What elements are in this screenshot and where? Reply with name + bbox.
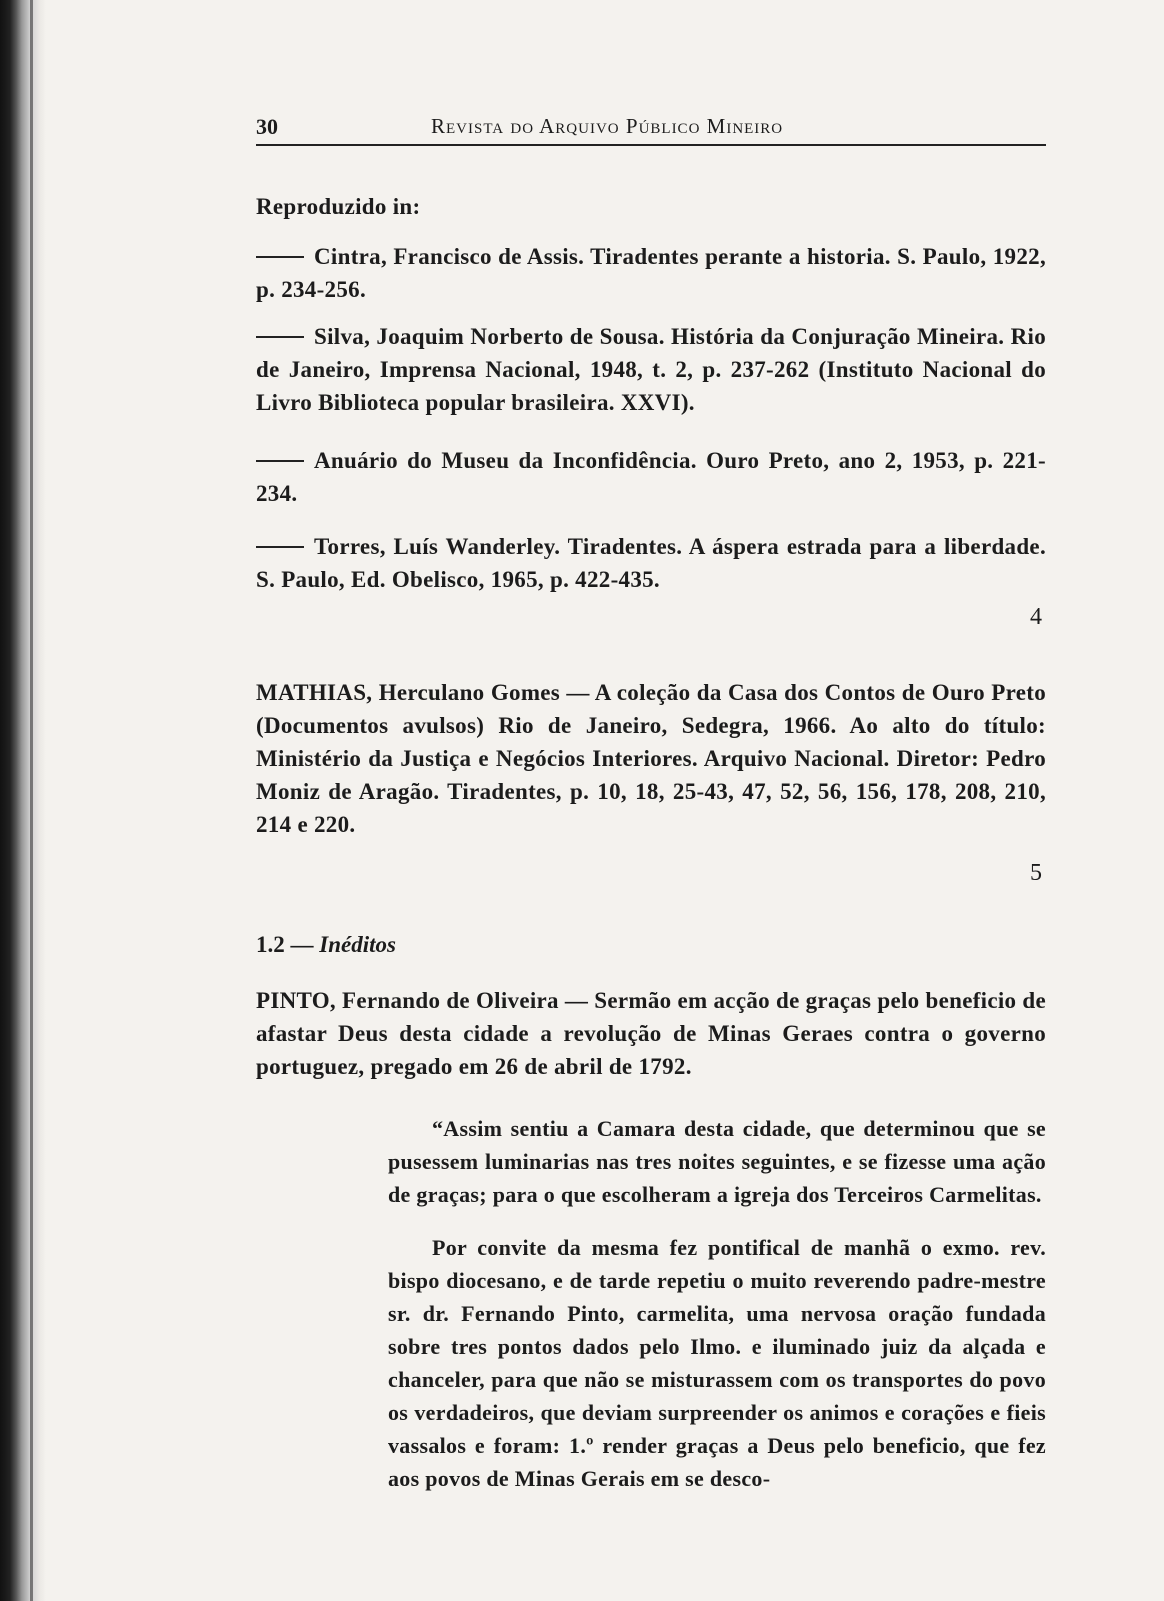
entry-text: MATHIAS, Herculano Gomes — A coleção da Casa dos Contos de Ouro Preto (Documentos avulsos) Rio de Janeiro, Sedegra, 1966. Ao alto do título: Ministério da Justiça e Negócios Interiores. Arquivo Nacional. Diretor: Pedro Moniz de Aragão. Tiradentes, p. 10, 18, 25-43, 47, 52, 56, 156, 178, 208, 210, 214 e 220.	[256, 680, 1046, 837]
reference-entry	[256, 320, 1046, 419]
item-number: 4	[1030, 604, 1042, 630]
section-number: 1.2 —	[256, 932, 314, 957]
quote-paragraph: “Assim sentiu a Camara desta cidade, que determinou que se pusessem luminarias nas tres noites seguintes, e se fizesse uma ação de graças; para o que escolheram a igreja dos Terceiros Carmelitas.	[388, 1116, 1046, 1207]
entry-text: Cintra, Francisco de Assis. Tiradentes perante a historia. S. Paulo, 1922, p. 234-256.	[256, 244, 1046, 302]
entry-text: Torres, Luís Wanderley. Tiradentes. A áspera estrada para a liberdade. S. Paulo, Ed. Obelisco, 1965, p. 422-435.	[256, 534, 1046, 592]
dash-rule	[256, 256, 304, 258]
reproduced-label: Reproduzido in:	[256, 194, 421, 219]
dash-rule	[256, 546, 304, 548]
reference-entry	[256, 676, 1046, 841]
section-title: Inéditos	[319, 932, 396, 957]
quote-paragraph: Por convite da mesma fez pontifical de manhã o exmo. rev. bispo diocesano, e de tarde repetiu o muito reverendo padre-mestre sr. dr. Fernando Pinto, carmelita, uma nervosa oração fundada sobre tres pontos dados pelo Ilmo. e iluminado juiz da alçada e chanceler, para que não se misturassem com os transportes do povo os verdadeiros, que deviam surpreender os animos e corações e fieis vassalos e foram: 1.º render graças a Deus pelo beneficio, que fez aos povos de Minas Gerais em se desco-	[388, 1235, 1046, 1491]
section-heading	[256, 932, 396, 958]
binding-edge	[30, 0, 33, 1601]
page-header	[256, 110, 1046, 146]
entry-text: Silva, Joaquim Norberto de Sousa. História da Conjuração Mineira. Rio de Janeiro, Imprensa Nacional, 1948, t. 2, p. 237-262 (Instituto Nacional do Livro Biblioteca popular brasileira. XXVI).	[256, 324, 1046, 415]
page	[256, 110, 1046, 1491]
reference-entry	[256, 984, 1046, 1083]
running-title: Revista do Arquivo Público Mineiro	[431, 114, 784, 138]
page-number: 30	[256, 114, 278, 139]
entry-text: PINTO, Fernando de Oliveira — Sermão em acção de graças pelo beneficio de afastar Deus desta cidade a revolução de Minas Geraes contra o governo portuguez, pregado em 26 de abril de 1792.	[256, 988, 1046, 1079]
item-number: 5	[1030, 860, 1042, 886]
reference-entry	[256, 444, 1046, 510]
block-quote	[388, 1112, 1046, 1495]
dash-rule	[256, 336, 304, 338]
reference-entry	[256, 240, 1046, 306]
dash-rule	[256, 460, 304, 462]
reference-entry	[256, 530, 1046, 596]
entry-text: Anuário do Museu da Inconfidência. Ouro Preto, ano 2, 1953, p. 221-234.	[256, 448, 1046, 506]
binding-shadow	[0, 0, 46, 1601]
